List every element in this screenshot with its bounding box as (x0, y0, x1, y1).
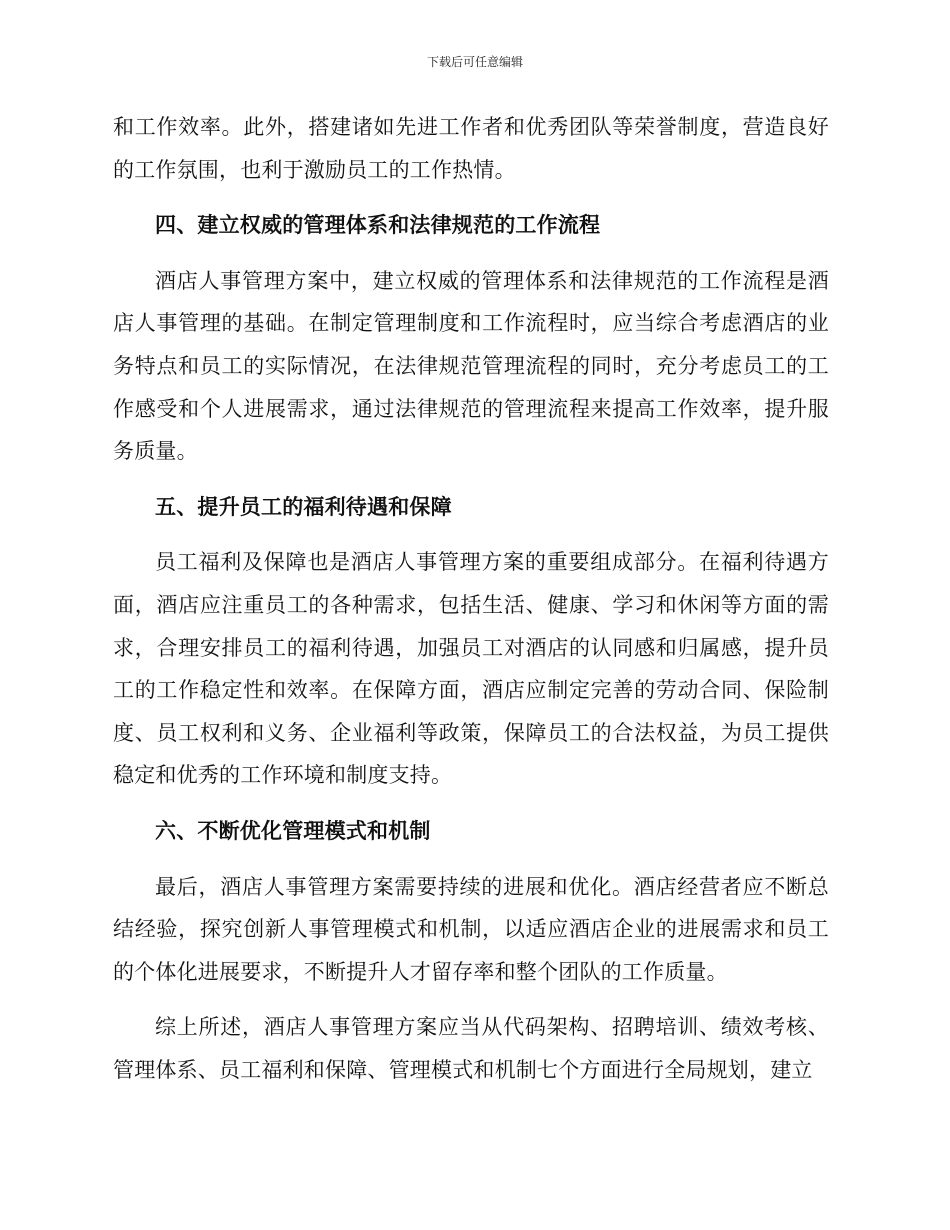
section-heading-5: 五、提升员工的福利待遇和保障 (155, 493, 452, 519)
paragraph-continuation: 和工作效率。此外，搭建诸如先进工作者和优秀团队等荣誉制度，营造良好的工作氛围，也利于激励员工的工作热情。 (113, 115, 829, 182)
paragraph-summary: 综上所述，酒店人事管理方案应当从代码架构、招聘培训、绩效考核、管理体系、员工福利和保障、管理模式和机制七个方面进行全局规划，建立 (113, 1015, 829, 1082)
paragraph-section-4: 酒店人事管理方案中，建立权威的管理体系和法律规范的工作流程是酒店人事管理的基础。在制定管理制度和工作流程时，应当综合考虑酒店的业务特点和员工的实际情况，在法律规范管理流程的同时，充分考虑员工的工作感受和个人进展需求，通过法律规范的管理流程来提高工作效率，提升服务质量。 (113, 268, 829, 464)
page-header: 下载后可任意编辑 (426, 55, 523, 69)
section-heading-6: 六、不断优化管理模式和机制 (155, 817, 431, 843)
paragraph-section-6: 最后，酒店人事管理方案需要持续的进展和优化。酒店经营者应不断总结经验，探究创新人事管理模式和机制，以适应酒店企业的进展需求和员工的个体化进展要求，不断提升人才留存率和整个团队的工作质量。 (113, 874, 829, 984)
section-heading-4: 四、建立权威的管理体系和法律规范的工作流程 (155, 212, 601, 238)
paragraph-section-5: 员工福利及保障也是酒店人事管理方案的重要组成部分。在福利待遇方面，酒店应注重员工的各种需求，包括生活、健康、学习和休闲等方面的需求，合理安排员工的福利待遇，加强员工对酒店的认同感和归属感，提升员工的工作稳定性和效率。在保障方面，酒店应制定完善的劳动合同、保险制度、员工权利和义务、企业福利等政策，保障员工的合法权益，为员工提供稳定和优秀的工作环境和制度支持。 (113, 550, 829, 788)
document-body (113, 106, 829, 1091)
